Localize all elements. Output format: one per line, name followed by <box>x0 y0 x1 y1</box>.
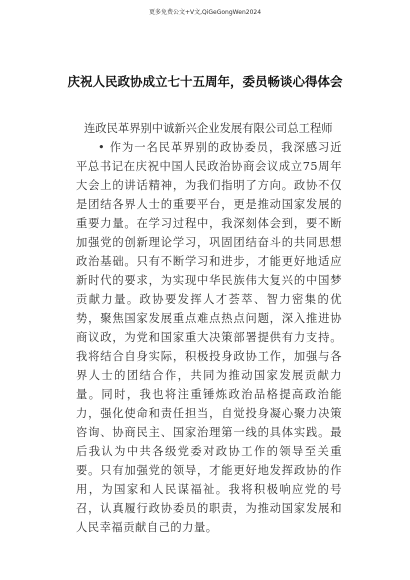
document-title: 庆祝人民政协成立七十五周年，委员畅谈心得体会 <box>67 74 343 89</box>
author-line: 连政民革界别中诚新兴企业发展有限公司总工程师 <box>84 122 333 135</box>
body-paragraph: • 作为一名民革界别的政协委员，我深感习近平总书记在庆祝中国人民政治协商会议成立75周年大会上的讲话精神，为我们指明了方向。政协不仅是团结各界人士的重要平台，更是推动国家发展的重要力量。在学习过程中，我深刻体会到，要不断加强党的创新理论学习，巩固团结奋斗的共同思想政治基础。只有不断学习和进步，才能更好地适应新时代的要求，为实现中华民族伟大复兴的中国梦贡献力量。政协要发挥人才荟萃、智力密集的优势，聚焦国家发展重点难点热点问题，深入推进协商议政，为党和国家重大决策部署提供有力支持。我将结合自身实际，积极投身政协工作，加强与各界人士的团结合作，共同为推动国家发展贡献力量。同时，我也将注重锤炼政治品格提高政治能力，强化使命和责任担当，自觉投身凝心聚力决策咨询、协商民主、国家治理第一线的具体实践。最后我认为中共各级党委对政协工作的领导至关重要。只有加强党的领导，才能更好地发挥政协的作用，为国家和人民谋福祉。我将积极响应党的号召，认真履行政协委员的职责，为推动国家发展和人民幸福贡献自己的力量。 <box>76 141 342 534</box>
header-note: 更多免费公文+V文,QiGeGongWen2024 <box>148 9 262 16</box>
